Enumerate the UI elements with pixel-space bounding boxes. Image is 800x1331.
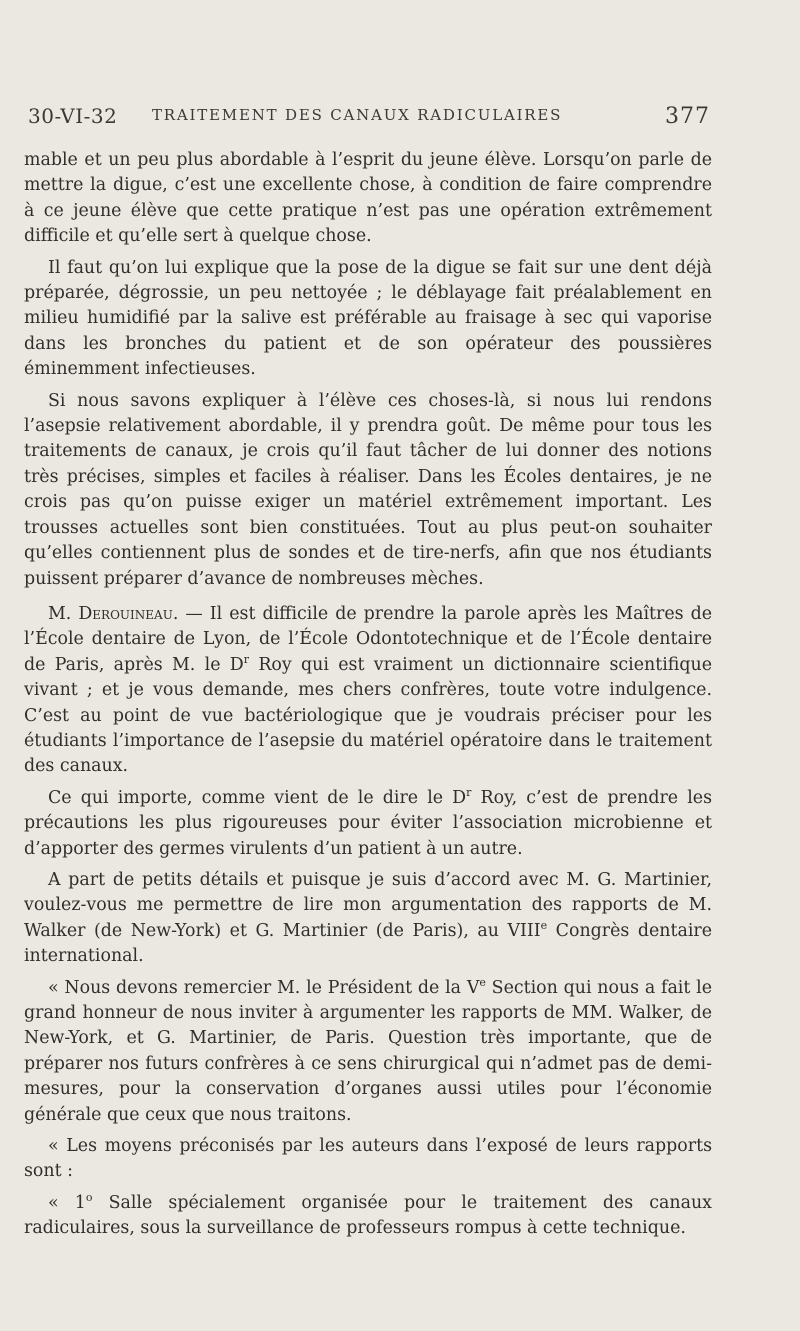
paragraph-3: Si nous savons expliquer à l’élève ces choses-là, si nous lui rendons l’asepsie relativement abordable, il y prendra goût. De même pour tous les traitements de canaux, je crois qu’il faut tâcher de lui donner des notions très précises, simples et faciles à réaliser. Dans les Écoles dentaires, je ne crois pas qu’on puisse exiger un matériel extrêmement important. Les trousses actuelles sont bien constituées. Tout au plus peut-on souhaiter qu’elles contiennent plus de sondes et de tire-nerfs, afin que nos étudiants puissent préparer d’avance de nombreuses mèches.	[24, 390, 712, 589]
paragraph-5: Ce qui importe, comme vient de le dire le $D^r$ Roy, c’est de prendre les précautions les plus rigoureuses pour éviter l’association microbienne et d’apporter des germes virulents d’un patient à un autre.	[24, 785, 712, 859]
paragraph-2: Il faut qu’on lui explique que la pose de la digue se fait sur une dent déjà préparée, dégrossie, un peu nettoyée ; le déblayage fait préalablement en milieu humidifié par la salive est préférable au fraisage à sec qui vaporise dans les bronches du patient et de son opérateur des poussières éminemment infectieuses.	[24, 257, 712, 380]
header-date: 30-VI-32	[28, 104, 118, 128]
page-number: 377	[665, 104, 710, 129]
paragraph-8: « Les moyens préconisés par les auteurs dans l’exposé de leurs rapports sont :	[24, 1136, 712, 1182]
body-text	[24, 148, 712, 1248]
paragraph-4: M. Derouineau. — Il est difficile de prendre la parole après les Maîtres de l’École dentaire de Lyon, de l’École Odontotechnique et de l’École dentaire de Paris, après M. le $D^r$ Roy qui est vraiment un dictionnaire scientifique vivant ; et je vous demande, mes chers confrères, toute votre indulgence. C’est au point de vue bactériologique que je voudrais préciser pour les étudiants l’importance de l’asepsie du matériel opératoire dans le traitement des canaux.	[24, 603, 712, 777]
speaker-name: M. Derouineau.	[48, 603, 179, 624]
header-title: TRAITEMENT DES CANAUX RADICULAIRES	[152, 106, 563, 124]
paragraph-9: « 1$^o$ Salle spécialement organisée pour le traitement des canaux radiculaires, sous la surveillance de professeurs rompus à cette technique.	[24, 1191, 712, 1239]
paragraph-7: « Nous devons remercier M. le Président de la Ve Section qui nous a fait le grand honneur de nous inviter à argumenter les rapports de MM. Walker, de New-York, et G. Martinier, de Paris. Question très importante, que de préparer nos futurs confrères à ce sens chirurgical qui n’admet pas de demi-mesures, pour la conservation d’organes aussi utiles pour l’économie générale que ceux que nous traitons.	[24, 975, 712, 1125]
running-header	[24, 104, 712, 134]
paragraph-6: A part de petits détails et puisque je suis d’accord avec M. G. Martinier, voulez-vous me permettre de lire mon argumentation des rapports de M. Walker (de New-York) et G. Martinier (de Paris), au VIIIe Congrès dentaire international.	[24, 869, 712, 967]
paragraph-1: mable et un peu plus abordable à l’esprit du jeune élève. Lorsqu’on parle de mettre la digue, c’est une excellente chose, à condition de faire comprendre à ce jeune élève que cette pratique n’est pas une opération extrêmement difficile et qu’elle sert à quelque chose.	[24, 150, 712, 247]
